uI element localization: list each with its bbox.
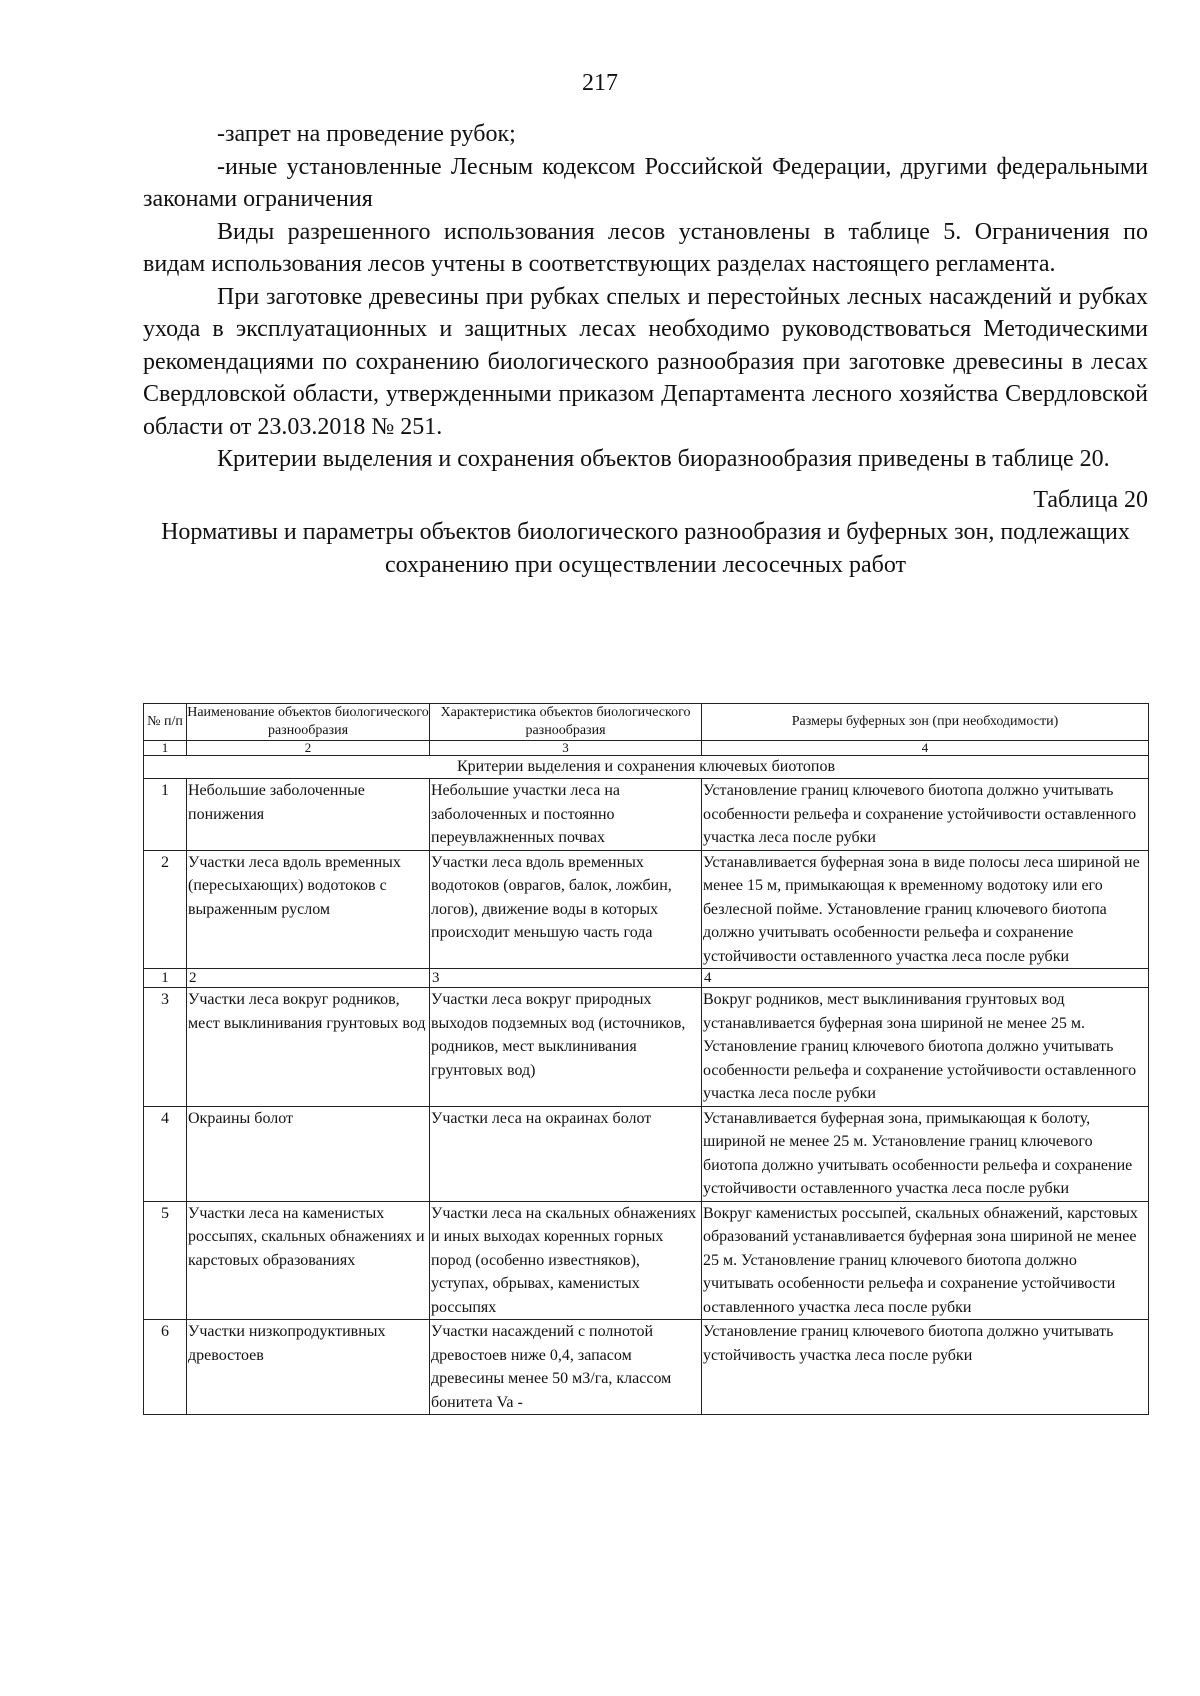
paragraph: -иные установленные Лесным кодексом Российской Федерации, другими федеральными законами ограничения — [143, 153, 1148, 212]
characteristic-cell: Участки леса на окраинах болот — [430, 1106, 702, 1201]
buffer-zone-cell: Установление границ ключевого биотопа должно учитывать устойчивость участка леса после рубки — [702, 1320, 1149, 1415]
buffer-zone-cell: Вокруг родников, мест выклинивания грунтовых вод устанавливается буферная зона шириной не менее 25 м. Установление границ ключевого биотопа должно учитывать особенности рельефа и сохранение устойчивости оставленного участка леса после рубки — [702, 988, 1149, 1107]
buffer-zone-cell: Вокруг каменистых россыпей, скальных обнажений, карстовых образований устанавливается буферная зона шириной не менее 25 м. Установление границ ключевого биотопа должно учитывать особенности рельефа и сохранение устойчивости оставленного участка леса после рубки — [702, 1201, 1149, 1320]
document-body — [143, 118, 1148, 582]
paragraph: Критерии выделения и сохранения объектов биоразнообразия приведены в таблице 20. — [217, 446, 1110, 472]
table-row — [144, 850, 1149, 969]
column-number-cell: 1 — [144, 741, 187, 756]
section-row — [144, 756, 1149, 779]
row-number-cell: 4 — [144, 1106, 187, 1201]
object-name-cell: Участки леса вдоль временных (пересыхающих) водотоков с выраженным руслом — [187, 850, 430, 969]
characteristic-cell: Небольшие участки леса на заболоченных и постоянно переувлажненных почвах — [430, 779, 702, 851]
table-title: Нормативы и параметры объектов биологического разнообразия и буферных зон, подлежащих сохранению при осуществлении лесосечных работ — [161, 519, 1130, 578]
table-header-row — [144, 704, 1149, 741]
paragraph: При заготовке древесины при рубках спелых и перестойных лесных насаждений и рубках ухода в эксплуатационных и защитных лесах необходимо руководствоваться Методическими рекомендациями по сохранению биологического разнообразия при заготовке древесины в лесах Свердловской области, утвержденными приказом Департамента лесного хозяйства Свердловской области от 23.03.2018 № 251. — [143, 283, 1148, 440]
object-name-cell: Участки леса вокруг родников, мест выклинивания грунтовых вод — [187, 988, 430, 1107]
object-name-cell: Участки леса на каменистых россыпях, скальных обнажениях и карстовых образованиях — [187, 1201, 430, 1320]
column-number-cell: 3 — [430, 741, 702, 756]
row-number-cell: 2 — [144, 850, 187, 969]
row-number-cell: 1 — [144, 779, 187, 851]
header-cell: № п/п — [144, 704, 187, 741]
table-container — [143, 703, 1148, 1415]
characteristic-cell: Участки насаждений с полнотой древостоев ниже 0,4, запасом древесины менее 50 м3/га, классом бонитета Va - — [430, 1320, 702, 1415]
column-number-cell: 2 — [187, 969, 430, 988]
table-row — [144, 988, 1149, 1107]
characteristic-cell: Участки леса на скальных обнажениях и иных выходах коренных горных пород (особенно известняков), уступах, обрывах, каменистых россыпях — [430, 1201, 702, 1320]
biodiversity-table — [143, 703, 1149, 1415]
table-label: Таблица 20 — [1033, 486, 1148, 513]
buffer-zone-cell: Устанавливается буферная зона в виде полосы леса шириной не менее 15 м, примыкающая к временному водотоку или его безлесной пойме. Установление границ ключевого биотопа должно учитывать особенности рельефа и сохранение устойчивости оставленного участка леса после рубки — [702, 850, 1149, 969]
paragraph: Виды разрешенного использования лесов установлены в таблице 5. Ограничения по видам использования лесов учтены в соответствующих разделах настоящего регламента. — [143, 218, 1148, 277]
column-number-cell: 1 — [144, 969, 187, 988]
column-number-cell: 4 — [702, 741, 1149, 756]
row-number-cell: 5 — [144, 1201, 187, 1320]
header-cell: Размеры буферных зон (при необходимости) — [702, 704, 1149, 741]
column-number-cell: 3 — [430, 969, 702, 988]
characteristic-cell: Участки леса вокруг природных выходов подземных вод (источников, родников, мест выклинивания грунтовых вод) — [430, 988, 702, 1107]
column-number-cell: 2 — [187, 741, 430, 756]
table-row — [144, 1106, 1149, 1201]
buffer-zone-cell: Установление границ ключевого биотопа должно учитывать особенности рельефа и сохранение устойчивости оставленного участка леса после рубки — [702, 779, 1149, 851]
column-number-row — [144, 741, 1149, 756]
header-cell: Наименование объектов биологического разнообразия — [187, 704, 430, 741]
paragraph: -запрет на проведение рубок; — [217, 121, 516, 147]
buffer-zone-cell: Устанавливается буферная зона, примыкающая к болоту, шириной не менее 25 м. Установление границ ключевого биотопа должно учитывать особенности рельефа и сохранение устойчивости оставленного участка леса после рубки — [702, 1106, 1149, 1201]
table-row — [144, 1320, 1149, 1415]
object-name-cell: Окраины болот — [187, 1106, 430, 1201]
object-name-cell: Небольшие заболоченные понижения — [187, 779, 430, 851]
characteristic-cell: Участки леса вдоль временных водотоков (оврагов, балок, ложбин, логов), движение воды в которых происходит меньшую часть года — [430, 850, 702, 969]
table-row — [144, 779, 1149, 851]
row-number-cell: 3 — [144, 988, 187, 1107]
page-number: 217 — [582, 70, 618, 96]
row-number-cell: 6 — [144, 1320, 187, 1415]
column-number-cell: 4 — [702, 969, 1149, 988]
header-cell: Характеристика объектов биологического разнообразия — [430, 704, 702, 741]
section-title-cell: Критерии выделения и сохранения ключевых биотопов — [144, 756, 1149, 779]
object-name-cell: Участки низкопродуктивных древостоев — [187, 1320, 430, 1415]
table-row — [144, 1201, 1149, 1320]
column-number-row-repeat — [144, 969, 1149, 988]
